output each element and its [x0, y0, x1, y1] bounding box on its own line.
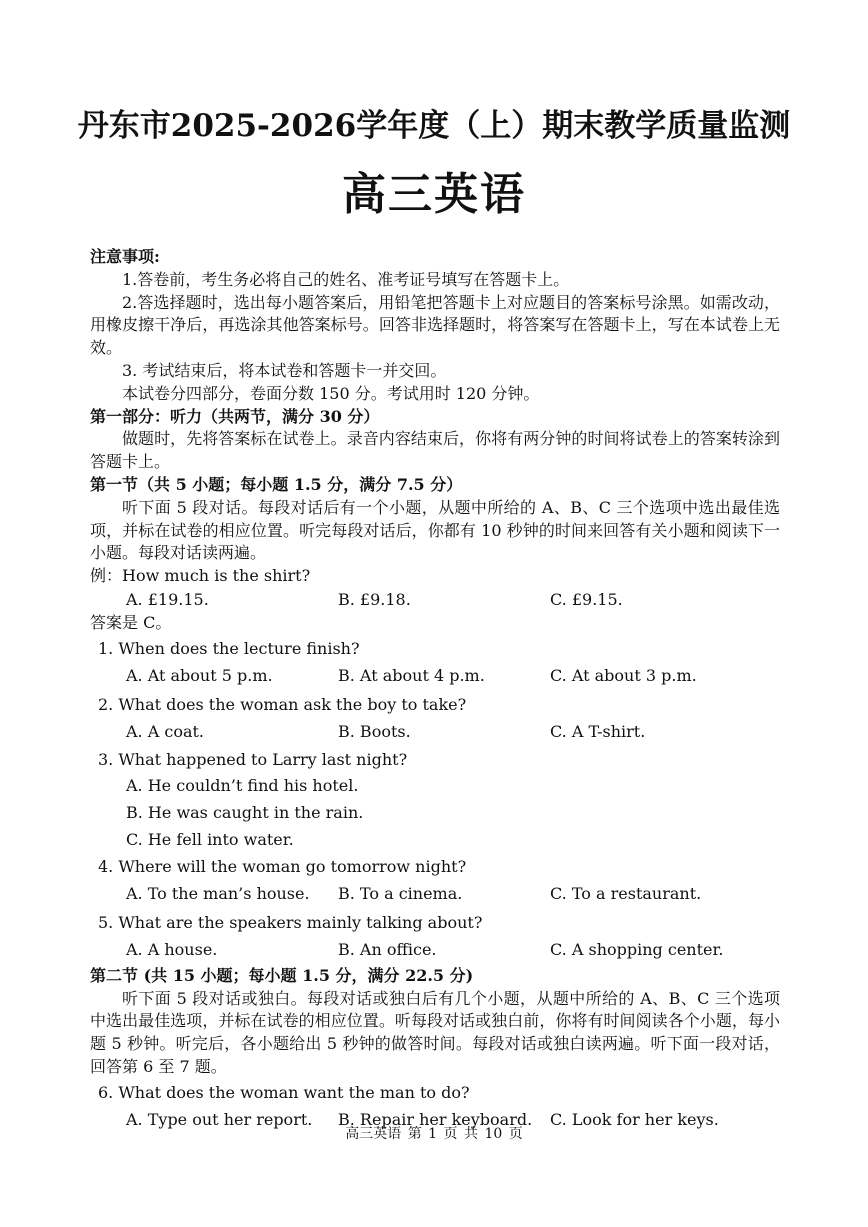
notice-item: 2.答选择题时，选出每小题答案后，用铅笔把答题卡上对应题目的答案标号涂黑。如需改动，用橡皮擦干净后，再选涂其他答案标号。回答非选择题时，将答案写在答题卡上，写在本试卷上无效。 — [90, 292, 780, 358]
question-5-options — [90, 935, 780, 965]
option-c: C. A T-shirt. — [550, 721, 646, 741]
notice-item: 本试卷分四部分，卷面分数 150 分。考试用时 120 分钟。 — [122, 383, 540, 403]
notice-heading: 注意事项: — [90, 247, 160, 266]
example-option-b: B. £9.18. — [338, 590, 411, 610]
section1-heading: 第一节（共 5 小题；每小题 1.5 分，满分 7.5 分） — [90, 474, 463, 494]
part1-heading: 第一部分：听力（共两节，满分 30 分） — [90, 406, 380, 426]
exam-title: 丹东市2025-2026学年度（上）期末教学质量监测 — [77, 108, 791, 144]
option-c: C. He fell into water. — [126, 830, 294, 850]
option-c: C. To a restaurant. — [550, 884, 702, 904]
question-2-options — [90, 716, 780, 746]
question-2: 2. What does the woman ask the boy to take? — [98, 694, 467, 714]
option-c: C. Look for her keys. — [550, 1110, 719, 1130]
question-4: 4. Where will the woman go tomorrow night? — [98, 857, 467, 877]
option-b: B. To a cinema. — [338, 884, 463, 904]
part1-intro: 做题时，先将答案标在试卷上。录音内容结束后，你将有两分钟的时间将试卷上的答案转涂到答题卡上。 — [90, 429, 780, 472]
notice-item: 3. 考试结束后，将本试卷和答题卡一并交回。 — [122, 360, 447, 380]
option-a: A. To the man’s house. — [126, 884, 310, 904]
option-a: A. A house. — [126, 940, 218, 960]
option-b: B. Repair her keyboard. — [338, 1110, 533, 1130]
option-b: B. He was caught in the rain. — [126, 803, 364, 823]
exam-content — [90, 246, 780, 1135]
question-5: 5. What are the speakers mainly talking about? — [98, 912, 483, 932]
option-a: A. Type out her report. — [126, 1110, 313, 1130]
section2-intro: 听下面 5 段对话或独白。每段对话或独白后有几个小题，从题中所给的 A、B、C 三个选项中选出最佳选项，并标在试卷的相应位置。听每段对话或独白前，你将有时间阅读各个小题，每小题 5 秒钟。听完后，各小题给出 5 秒钟的做答时间。每段对话或独白读两遍。听下面一段对话，回答第 6 至 7 题。 — [90, 988, 780, 1076]
exam-subject: 高三英语 — [342, 169, 526, 220]
question-1-options — [90, 661, 780, 691]
question-1: 1. When does the lecture finish? — [98, 638, 360, 658]
example-option-a: A. £19.15. — [126, 590, 209, 610]
option-a: A. At about 5 p.m. — [126, 666, 273, 686]
example-option-c: C. £9.15. — [550, 590, 623, 610]
option-b: B. An office. — [338, 940, 437, 960]
section2-heading: 第二节 (共 15 小题；每小题 1.5 分，满分 22.5 分) — [90, 965, 474, 985]
example-options — [90, 588, 780, 612]
notice-item: 1.答卷前，考生务必将自己的姓名、准考证号填写在答题卡上。 — [122, 269, 570, 289]
question-3: 3. What happened to Larry last night? — [98, 750, 408, 770]
example-question: 例：How much is the shirt? — [90, 566, 311, 586]
option-b: B. Boots. — [338, 721, 411, 741]
option-b: B. At about 4 p.m. — [338, 666, 485, 686]
option-a: A. He couldn’t find his hotel. — [126, 776, 359, 796]
option-a: A. A coat. — [126, 721, 205, 741]
section1-intro: 听下面 5 段对话。每段对话后有一个小题，从题中所给的 A、B、C 三个选项中选出最佳选项，并标在试卷的相应位置。听完每段对话后，你都有 10 秒钟的时间来回答有关小题和阅读下一小题。每段对话读两遍。 — [90, 497, 780, 563]
option-c: C. At about 3 p.m. — [550, 666, 697, 686]
example-answer: 答案是 C。 — [90, 612, 172, 632]
page-footer: 高三英语 第 1 页 共 10 页 — [345, 1126, 523, 1142]
option-c: C. A shopping center. — [550, 940, 724, 960]
question-6: 6. What does the woman want the man to do? — [98, 1082, 470, 1102]
question-4-options — [90, 879, 780, 909]
